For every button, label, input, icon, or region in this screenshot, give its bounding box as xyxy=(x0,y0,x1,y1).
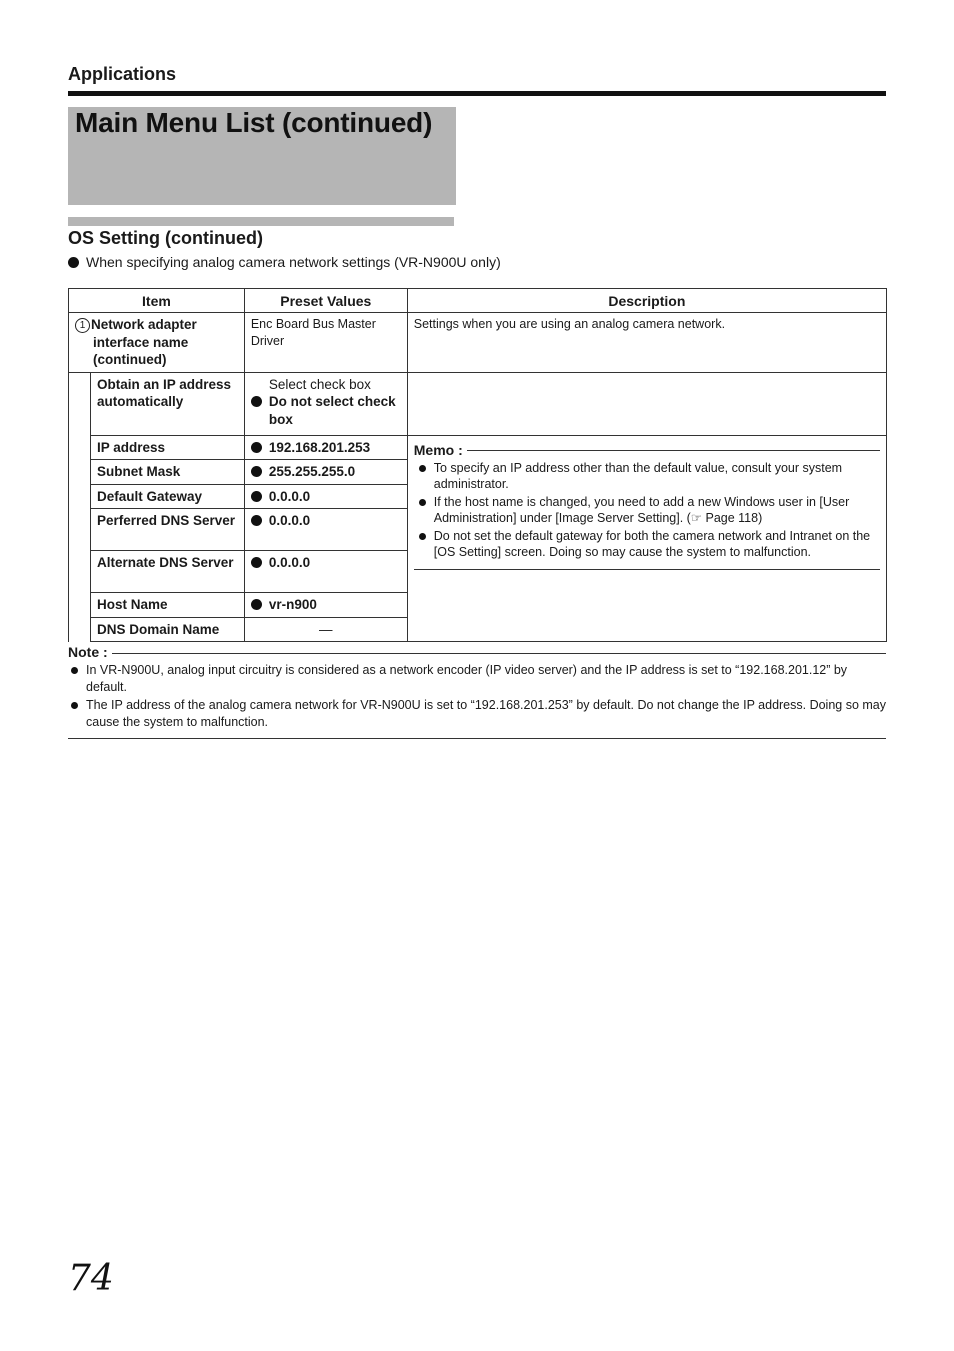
title-underbar xyxy=(68,217,454,226)
list-item: In VR-N900U, analog input circuitry is considered as a network encoder (IP video server) and the IP address is set to “192.168.201.12” by default. xyxy=(68,662,886,695)
intro-line xyxy=(68,254,501,270)
selected-bullet-icon xyxy=(251,442,262,453)
list-item: Do not set the default gateway for both the camera network and Intranet on the [OS Setting] screen. Doing so may cause the system to malfunction. xyxy=(414,528,880,561)
section-label: Applications xyxy=(68,64,177,84)
item-network-adapter: 1 Network adapter interface name (continued) xyxy=(69,313,245,373)
memo-list xyxy=(414,460,880,561)
preset-default-gateway: 0.0.0.0 xyxy=(244,484,407,509)
item-dns-domain: DNS Domain Name xyxy=(90,617,244,642)
memo-end-rule xyxy=(414,569,880,570)
preset-ip-address: 192.168.201.253 xyxy=(244,435,407,460)
table-header-row xyxy=(69,289,887,313)
item-preferred-dns: Perferred DNS Server xyxy=(90,509,244,551)
note-heading: Note : xyxy=(68,644,886,660)
description-obtain-ip xyxy=(407,372,886,435)
selected-bullet-icon xyxy=(251,466,262,477)
preset-obtain-ip: Select check box Do not select check box xyxy=(244,372,407,435)
memo-cell xyxy=(407,435,886,642)
bullet-icon xyxy=(68,257,79,268)
settings-table xyxy=(68,288,887,642)
note-section xyxy=(68,644,886,739)
intro-text: When specifying analog camera network settings (VR-N900U only) xyxy=(86,254,501,270)
table-row xyxy=(69,435,887,460)
memo-heading: Memo : xyxy=(414,442,880,458)
subheading: OS Setting (continued) xyxy=(68,228,263,248)
header-preset: Preset Values xyxy=(244,289,407,313)
list-item: The IP address of the analog camera network for VR-N900U is set to “192.168.201.253” by default. Do not change the IP address. Doing so may cause the system to malfunction. xyxy=(68,697,886,730)
table-row xyxy=(69,313,887,373)
bullet-icon xyxy=(419,533,426,540)
selected-bullet-icon xyxy=(251,491,262,502)
note-list xyxy=(68,662,886,730)
selected-bullet-icon xyxy=(251,396,262,407)
list-item: To specify an IP address other than the default value, consult your system administrator. xyxy=(414,460,880,493)
indent-cell xyxy=(69,372,91,642)
title-box xyxy=(68,107,456,205)
item-default-gateway: Default Gateway xyxy=(90,484,244,509)
preset-host-name: vr-n900 xyxy=(244,593,407,618)
item-subnet-mask: Subnet Mask xyxy=(90,460,244,485)
preset-subnet-mask: 255.255.255.0 xyxy=(244,460,407,485)
bullet-icon xyxy=(71,667,78,674)
preset-preferred-dns: 0.0.0.0 xyxy=(244,509,407,551)
preset-network-adapter: Enc Board Bus Master Driver xyxy=(244,313,407,373)
header-rule xyxy=(68,91,886,96)
description-network-adapter: Settings when you are using an analog camera network. xyxy=(407,313,886,373)
selected-bullet-icon xyxy=(251,515,262,526)
header-item: Item xyxy=(69,289,245,313)
preset-alternate-dns: 0.0.0.0 xyxy=(244,551,407,593)
page-number: 74 xyxy=(68,1258,114,1299)
selected-bullet-icon xyxy=(251,557,262,568)
circled-number-icon: 1 xyxy=(75,318,90,333)
item-obtain-ip: Obtain an IP address automatically xyxy=(90,372,244,435)
header-description: Description xyxy=(407,289,886,313)
list-item: If the host name is changed, you need to add a new Windows user in [User Administration] under [Image Server Setting]. (☞ Page 118) xyxy=(414,494,880,527)
selected-bullet-icon xyxy=(251,599,262,610)
bullet-icon xyxy=(419,499,426,506)
note-end-rule xyxy=(68,738,886,739)
item-ip-address: IP address xyxy=(90,435,244,460)
table-row xyxy=(69,372,887,435)
preset-dns-domain: — xyxy=(244,617,407,642)
item-host-name: Host Name xyxy=(90,593,244,618)
item-alternate-dns: Alternate DNS Server xyxy=(90,551,244,593)
bullet-icon xyxy=(419,465,426,472)
bullet-icon xyxy=(71,702,78,709)
page-title: Main Menu List (continued) xyxy=(75,107,433,138)
